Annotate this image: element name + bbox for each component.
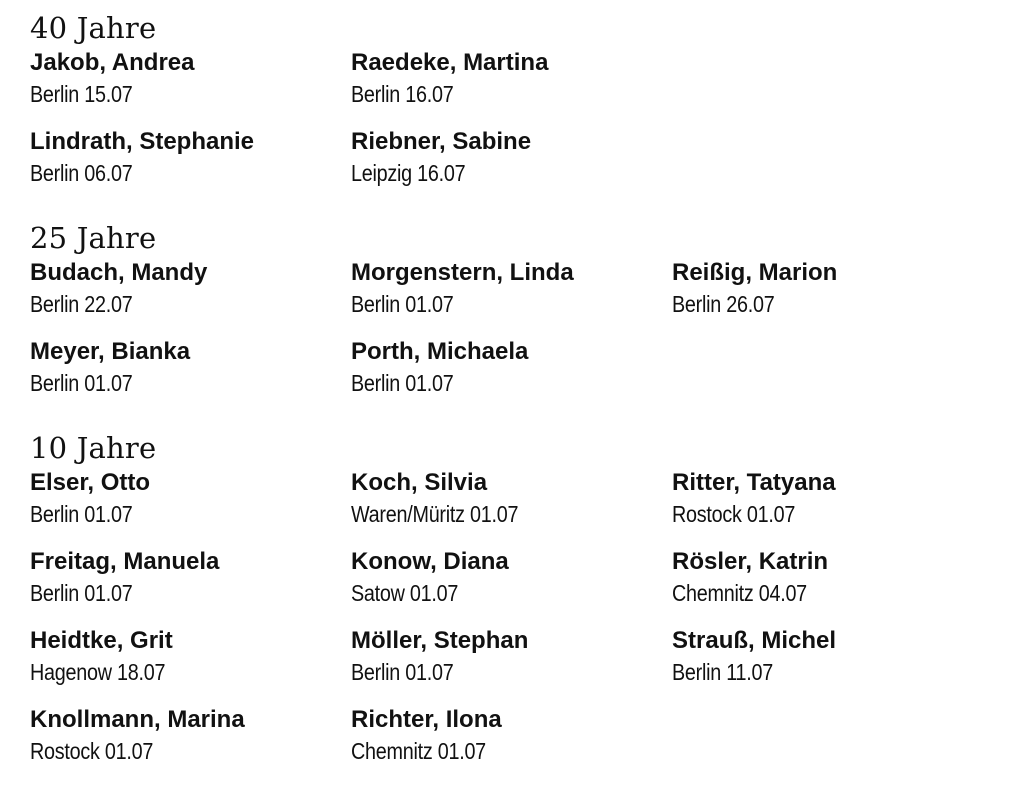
entry [30, 705, 351, 770]
entry [672, 258, 993, 323]
entry [351, 626, 672, 691]
entry-place-date: Berlin 26.07 [672, 291, 775, 317]
entry-place-date: Berlin 01.07 [351, 291, 454, 317]
entry [351, 705, 672, 770]
entry-name: Konow, Diana [351, 548, 509, 575]
entry-name: Riebner, Sabine [351, 128, 532, 155]
section-25-jahre [30, 218, 1000, 402]
entry [351, 127, 672, 192]
entry-place-date: Berlin 11.07 [672, 659, 774, 685]
entry-place-date: Hagenow 18.07 [30, 659, 166, 685]
entry-name: Porth, Michaela [351, 338, 529, 365]
entry [351, 258, 672, 323]
entry-place-date: Berlin 01.07 [351, 659, 454, 685]
entry-name: Rösler, Katrin [672, 548, 829, 575]
entry-name: Morgenstern, Linda [351, 259, 574, 286]
entry-name: Möller, Stephan [351, 627, 529, 654]
entry-name: Heidtke, Grit [30, 627, 173, 654]
entry-grid [30, 48, 1000, 192]
entry [351, 468, 672, 533]
entry-name: Elser, Otto [30, 469, 151, 496]
entry [30, 626, 351, 691]
entry [30, 337, 351, 402]
entry-name: Reißig, Marion [672, 259, 838, 286]
entry-place-date: Chemnitz 04.07 [672, 580, 807, 606]
entry-name: Budach, Mandy [30, 259, 208, 286]
entry [30, 127, 351, 192]
entry [30, 258, 351, 323]
entry-place-date: Berlin 01.07 [30, 501, 133, 527]
entry-place-date: Berlin 15.07 [30, 81, 133, 107]
entry-name: Ritter, Tatyana [672, 469, 836, 496]
entry-place-date: Rostock 01.07 [672, 501, 796, 527]
entry-place-date: Berlin 01.07 [30, 580, 133, 606]
entry-place-date: Satow 01.07 [351, 580, 459, 606]
entry-name: Strauß, Michel [672, 627, 837, 654]
entry [351, 337, 672, 402]
section-10-jahre [30, 428, 1000, 770]
entry [351, 547, 672, 612]
entry-grid [30, 468, 1000, 770]
entry [672, 547, 993, 612]
entry [351, 48, 672, 113]
entry-name: Richter, Ilona [351, 706, 502, 733]
entry-name: Lindrath, Stephanie [30, 128, 255, 155]
entry-name: Koch, Silvia [351, 469, 488, 496]
section-heading: 10 Jahre [30, 431, 157, 465]
entry [672, 468, 993, 533]
entry [30, 547, 351, 612]
entry-name: Knollmann, Marina [30, 706, 245, 733]
entry-place-date: Berlin 22.07 [30, 291, 133, 317]
entry-place-date: Leipzig 16.07 [351, 160, 466, 186]
entry [30, 468, 351, 533]
entry-grid [30, 258, 1000, 402]
anniversary-list [30, 8, 1000, 796]
entry-name: Meyer, Bianka [30, 338, 191, 365]
section-heading: 40 Jahre [30, 11, 157, 45]
entry [30, 48, 351, 113]
entry-name: Freitag, Manuela [30, 548, 220, 575]
section-40-jahre [30, 8, 1000, 192]
entry-place-date: Berlin 01.07 [351, 370, 454, 396]
section-heading: 25 Jahre [30, 221, 157, 255]
entry-place-date: Berlin 01.07 [30, 370, 133, 396]
entry-name: Jakob, Andrea [30, 49, 195, 76]
entry-name: Raedeke, Martina [351, 49, 549, 76]
entry-place-date: Chemnitz 01.07 [351, 738, 486, 764]
entry-place-date: Berlin 16.07 [351, 81, 454, 107]
entry-place-date: Berlin 06.07 [30, 160, 133, 186]
entry [672, 626, 993, 691]
entry-place-date: Rostock 01.07 [30, 738, 154, 764]
entry-place-date: Waren/Müritz 01.07 [351, 501, 519, 527]
